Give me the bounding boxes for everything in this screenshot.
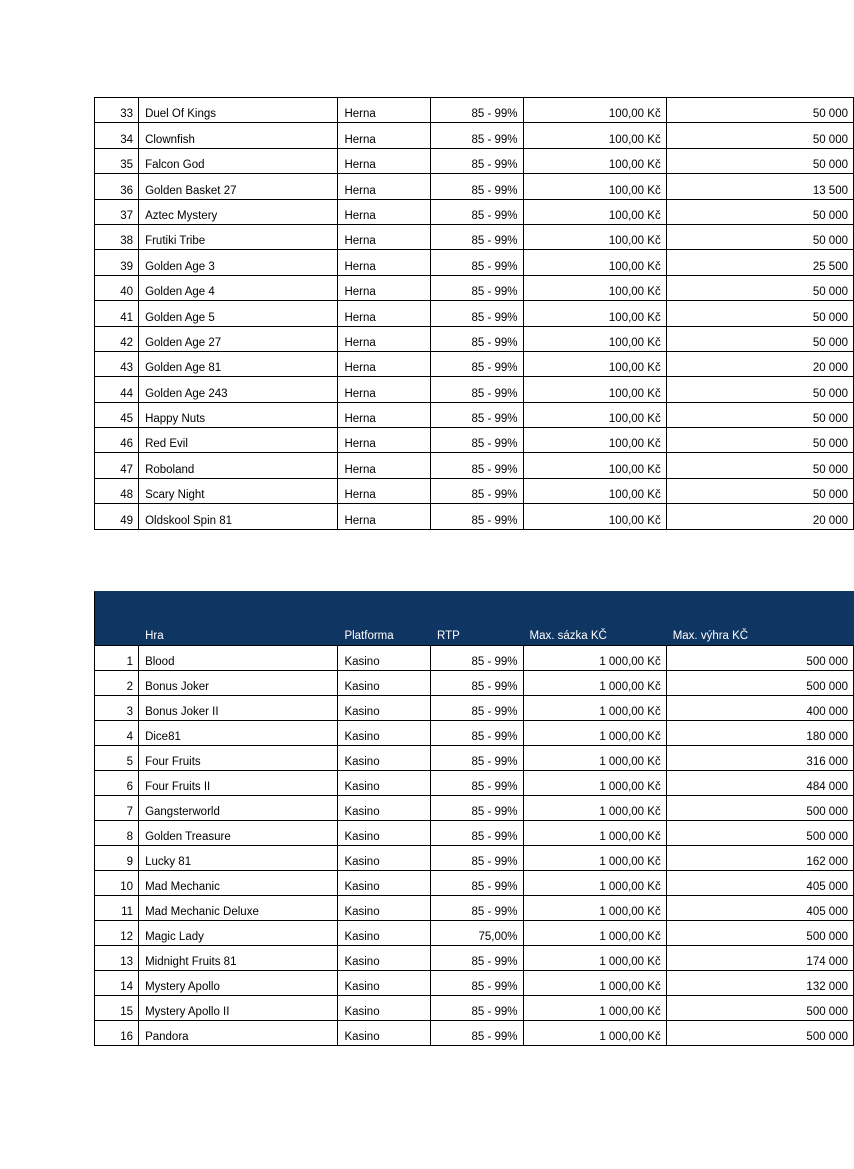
- game-name-cell: Clownfish: [139, 123, 338, 148]
- max-win-cell: 50 000: [666, 402, 853, 427]
- row-number-cell: 10: [95, 871, 139, 896]
- game-name-cell: Frutiki Tribe: [139, 224, 338, 249]
- max-bet-cell: 1 000,00 Kč: [523, 946, 666, 971]
- rtp-cell: 85 - 99%: [430, 1021, 523, 1046]
- max-bet-cell: 100,00 Kč: [523, 428, 666, 453]
- platform-cell: Herna: [338, 98, 431, 123]
- table-row: [95, 275, 854, 300]
- max-bet-cell: 1 000,00 Kč: [523, 746, 666, 771]
- platform-cell: Herna: [338, 351, 431, 376]
- row-number-cell: 2: [95, 671, 139, 696]
- game-name-cell: Pandora: [139, 1021, 338, 1046]
- table-row: [95, 250, 854, 275]
- table-row: [95, 921, 854, 946]
- max-bet-cell: 1 000,00 Kč: [523, 646, 666, 671]
- max-win-cell: 50 000: [666, 377, 853, 402]
- row-number-cell: 43: [95, 351, 139, 376]
- row-number-cell: 9: [95, 846, 139, 871]
- row-number-cell: 48: [95, 478, 139, 503]
- max-bet-cell: 1 000,00 Kč: [523, 821, 666, 846]
- table-body: [95, 98, 854, 530]
- platform-cell: Herna: [338, 453, 431, 478]
- platform-cell: Herna: [338, 504, 431, 529]
- row-number-cell: 38: [95, 224, 139, 249]
- platform-cell: Kasino: [338, 746, 431, 771]
- game-name-cell: Bonus Joker: [139, 671, 338, 696]
- table-row: [95, 871, 854, 896]
- max-bet-cell: 1 000,00 Kč: [523, 671, 666, 696]
- max-bet-cell: 100,00 Kč: [523, 148, 666, 173]
- game-name-cell: Golden Age 81: [139, 351, 338, 376]
- table-row: [95, 821, 854, 846]
- platform-cell: Kasino: [338, 696, 431, 721]
- game-name-cell: Aztec Mystery: [139, 199, 338, 224]
- max-win-cell: 405 000: [666, 896, 853, 921]
- game-name-cell: Falcon God: [139, 148, 338, 173]
- rtp-cell: 85 - 99%: [430, 402, 523, 427]
- rtp-cell: 85 - 99%: [430, 98, 523, 123]
- max-win-cell: 50 000: [666, 224, 853, 249]
- table-row: [95, 1021, 854, 1046]
- max-win-cell: 500 000: [666, 1021, 853, 1046]
- rtp-cell: 85 - 99%: [430, 896, 523, 921]
- rtp-cell: 85 - 99%: [430, 326, 523, 351]
- max-bet-cell: 1 000,00 Kč: [523, 871, 666, 896]
- game-name-cell: Mystery Apollo: [139, 971, 338, 996]
- row-number-cell: 40: [95, 275, 139, 300]
- row-number-cell: 37: [95, 199, 139, 224]
- rtp-cell: 85 - 99%: [430, 377, 523, 402]
- game-name-cell: Scary Night: [139, 478, 338, 503]
- table-body: [95, 646, 854, 1046]
- max-win-cell: 50 000: [666, 478, 853, 503]
- platform-cell: Herna: [338, 174, 431, 199]
- rtp-cell: 85 - 99%: [430, 721, 523, 746]
- rtp-cell: 85 - 99%: [430, 174, 523, 199]
- max-bet-cell: 100,00 Kč: [523, 351, 666, 376]
- game-name-cell: Golden Basket 27: [139, 174, 338, 199]
- max-win-cell: 20 000: [666, 351, 853, 376]
- game-name-cell: Golden Age 243: [139, 377, 338, 402]
- max-win-cell: 25 500: [666, 250, 853, 275]
- row-number-cell: 13: [95, 946, 139, 971]
- max-win-cell: 500 000: [666, 671, 853, 696]
- max-bet-cell: 100,00 Kč: [523, 224, 666, 249]
- platform-cell: Kasino: [338, 771, 431, 796]
- platform-cell: Kasino: [338, 971, 431, 996]
- max-bet-cell: 1 000,00 Kč: [523, 996, 666, 1021]
- platform-cell: Kasino: [338, 896, 431, 921]
- row-number-cell: 4: [95, 721, 139, 746]
- platform-cell: Herna: [338, 326, 431, 351]
- platform-cell: Kasino: [338, 796, 431, 821]
- rtp-cell: 85 - 99%: [430, 846, 523, 871]
- rtp-cell: 85 - 99%: [430, 971, 523, 996]
- max-win-cell: 316 000: [666, 746, 853, 771]
- max-bet-cell: 1 000,00 Kč: [523, 1021, 666, 1046]
- rtp-cell: 85 - 99%: [430, 275, 523, 300]
- rtp-cell: 85 - 99%: [430, 871, 523, 896]
- table-row: [95, 98, 854, 123]
- row-number-cell: 49: [95, 504, 139, 529]
- platform-cell: Herna: [338, 402, 431, 427]
- rtp-cell: 85 - 99%: [430, 821, 523, 846]
- max-bet-cell: 1 000,00 Kč: [523, 796, 666, 821]
- platform-cell: Herna: [338, 428, 431, 453]
- max-bet-cell: 100,00 Kč: [523, 250, 666, 275]
- row-number-cell: 6: [95, 771, 139, 796]
- rtp-cell: 85 - 99%: [430, 148, 523, 173]
- rtp-cell: 85 - 99%: [430, 123, 523, 148]
- max-bet-cell: 100,00 Kč: [523, 377, 666, 402]
- rtp-cell: 85 - 99%: [430, 671, 523, 696]
- row-number-cell: 42: [95, 326, 139, 351]
- table-row: [95, 896, 854, 921]
- rtp-cell: 85 - 99%: [430, 351, 523, 376]
- table-row: [95, 148, 854, 173]
- rtp-cell: 75,00%: [430, 921, 523, 946]
- table-row: [95, 199, 854, 224]
- max-win-cell: 50 000: [666, 453, 853, 478]
- platform-cell: Kasino: [338, 846, 431, 871]
- table-row: [95, 478, 854, 503]
- header-index: [95, 592, 139, 646]
- max-win-cell: 500 000: [666, 996, 853, 1021]
- table-row: [95, 746, 854, 771]
- platform-cell: Kasino: [338, 996, 431, 1021]
- platform-cell: Herna: [338, 148, 431, 173]
- game-name-cell: Golden Age 3: [139, 250, 338, 275]
- table-row: [95, 846, 854, 871]
- game-name-cell: Four Fruits II: [139, 771, 338, 796]
- platform-cell: Herna: [338, 224, 431, 249]
- max-win-cell: 13 500: [666, 174, 853, 199]
- platform-cell: Herna: [338, 478, 431, 503]
- rtp-cell: 85 - 99%: [430, 696, 523, 721]
- game-name-cell: Blood: [139, 646, 338, 671]
- max-win-cell: 500 000: [666, 921, 853, 946]
- game-name-cell: Duel Of Kings: [139, 98, 338, 123]
- game-name-cell: Mad Mechanic Deluxe: [139, 896, 338, 921]
- row-number-cell: 45: [95, 402, 139, 427]
- rtp-cell: 85 - 99%: [430, 199, 523, 224]
- table-row: [95, 796, 854, 821]
- max-bet-cell: 100,00 Kč: [523, 326, 666, 351]
- table-row: [95, 671, 854, 696]
- max-bet-cell: 1 000,00 Kč: [523, 921, 666, 946]
- max-win-cell: 132 000: [666, 971, 853, 996]
- rtp-cell: 85 - 99%: [430, 646, 523, 671]
- rtp-cell: 85 - 99%: [430, 224, 523, 249]
- game-name-cell: Golden Age 5: [139, 301, 338, 326]
- max-bet-cell: 100,00 Kč: [523, 199, 666, 224]
- table-row: [95, 351, 854, 376]
- platform-cell: Kasino: [338, 821, 431, 846]
- table-row: [95, 377, 854, 402]
- max-win-cell: 50 000: [666, 301, 853, 326]
- table-row: [95, 301, 854, 326]
- row-number-cell: 11: [95, 896, 139, 921]
- game-name-cell: Roboland: [139, 453, 338, 478]
- game-name-cell: Midnight Fruits 81: [139, 946, 338, 971]
- row-number-cell: 41: [95, 301, 139, 326]
- rtp-cell: 85 - 99%: [430, 504, 523, 529]
- game-name-cell: Red Evil: [139, 428, 338, 453]
- max-win-cell: 500 000: [666, 646, 853, 671]
- game-name-cell: Mystery Apollo II: [139, 996, 338, 1021]
- table-row: [95, 123, 854, 148]
- max-bet-cell: 100,00 Kč: [523, 478, 666, 503]
- header-game: Hra: [139, 592, 338, 646]
- header-max-bet: Max. sázka KČ: [523, 592, 666, 646]
- max-bet-cell: 1 000,00 Kč: [523, 771, 666, 796]
- max-win-cell: 400 000: [666, 696, 853, 721]
- table-row: [95, 402, 854, 427]
- max-bet-cell: 1 000,00 Kč: [523, 721, 666, 746]
- header-platform: Platforma: [338, 592, 431, 646]
- platform-cell: Herna: [338, 275, 431, 300]
- table-row: [95, 326, 854, 351]
- row-number-cell: 34: [95, 123, 139, 148]
- max-win-cell: 484 000: [666, 771, 853, 796]
- platform-cell: Herna: [338, 250, 431, 275]
- rtp-cell: 85 - 99%: [430, 428, 523, 453]
- table-row: [95, 174, 854, 199]
- max-win-cell: 50 000: [666, 275, 853, 300]
- game-name-cell: Magic Lady: [139, 921, 338, 946]
- rtp-cell: 85 - 99%: [430, 250, 523, 275]
- row-number-cell: 14: [95, 971, 139, 996]
- games-table-kasino: [94, 591, 854, 1046]
- max-bet-cell: 1 000,00 Kč: [523, 846, 666, 871]
- max-bet-cell: 100,00 Kč: [523, 123, 666, 148]
- max-win-cell: 50 000: [666, 148, 853, 173]
- rtp-cell: 85 - 99%: [430, 946, 523, 971]
- game-name-cell: Lucky 81: [139, 846, 338, 871]
- rtp-cell: 85 - 99%: [430, 996, 523, 1021]
- row-number-cell: 7: [95, 796, 139, 821]
- row-number-cell: 33: [95, 98, 139, 123]
- game-name-cell: Golden Age 4: [139, 275, 338, 300]
- max-bet-cell: 100,00 Kč: [523, 453, 666, 478]
- platform-cell: Kasino: [338, 721, 431, 746]
- max-win-cell: 50 000: [666, 199, 853, 224]
- max-win-cell: 162 000: [666, 846, 853, 871]
- platform-cell: Kasino: [338, 921, 431, 946]
- row-number-cell: 5: [95, 746, 139, 771]
- platform-cell: Kasino: [338, 946, 431, 971]
- table-row: [95, 646, 854, 671]
- max-bet-cell: 100,00 Kč: [523, 275, 666, 300]
- game-name-cell: Gangsterworld: [139, 796, 338, 821]
- max-bet-cell: 100,00 Kč: [523, 174, 666, 199]
- max-win-cell: 50 000: [666, 98, 853, 123]
- table-row: [95, 696, 854, 721]
- rtp-cell: 85 - 99%: [430, 796, 523, 821]
- row-number-cell: 12: [95, 921, 139, 946]
- game-name-cell: Mad Mechanic: [139, 871, 338, 896]
- header-rtp: RTP: [430, 592, 523, 646]
- platform-cell: Kasino: [338, 871, 431, 896]
- row-number-cell: 35: [95, 148, 139, 173]
- platform-cell: Herna: [338, 123, 431, 148]
- game-name-cell: Bonus Joker II: [139, 696, 338, 721]
- table-row: [95, 996, 854, 1021]
- max-win-cell: 20 000: [666, 504, 853, 529]
- table-row: [95, 504, 854, 529]
- row-number-cell: 36: [95, 174, 139, 199]
- game-name-cell: Happy Nuts: [139, 402, 338, 427]
- header-max-win: Max. výhra KČ: [666, 592, 853, 646]
- game-name-cell: Golden Treasure: [139, 821, 338, 846]
- max-bet-cell: 100,00 Kč: [523, 301, 666, 326]
- platform-cell: Kasino: [338, 1021, 431, 1046]
- row-number-cell: 46: [95, 428, 139, 453]
- max-win-cell: 405 000: [666, 871, 853, 896]
- platform-cell: Kasino: [338, 646, 431, 671]
- row-number-cell: 15: [95, 996, 139, 1021]
- game-name-cell: Oldskool Spin 81: [139, 504, 338, 529]
- max-win-cell: 500 000: [666, 796, 853, 821]
- table-row: [95, 224, 854, 249]
- table-row: [95, 771, 854, 796]
- max-bet-cell: 1 000,00 Kč: [523, 971, 666, 996]
- max-bet-cell: 100,00 Kč: [523, 98, 666, 123]
- table-row: [95, 428, 854, 453]
- row-number-cell: 44: [95, 377, 139, 402]
- table-row: [95, 946, 854, 971]
- max-win-cell: 500 000: [666, 821, 853, 846]
- platform-cell: Herna: [338, 377, 431, 402]
- row-number-cell: 1: [95, 646, 139, 671]
- max-win-cell: 50 000: [666, 428, 853, 453]
- platform-cell: Herna: [338, 301, 431, 326]
- table-row: [95, 721, 854, 746]
- row-number-cell: 39: [95, 250, 139, 275]
- rtp-cell: 85 - 99%: [430, 301, 523, 326]
- game-name-cell: Four Fruits: [139, 746, 338, 771]
- row-number-cell: 8: [95, 821, 139, 846]
- max-bet-cell: 100,00 Kč: [523, 402, 666, 427]
- max-bet-cell: 1 000,00 Kč: [523, 696, 666, 721]
- table-header-row: [95, 592, 854, 646]
- row-number-cell: 16: [95, 1021, 139, 1046]
- rtp-cell: 85 - 99%: [430, 453, 523, 478]
- max-win-cell: 174 000: [666, 946, 853, 971]
- rtp-cell: 85 - 99%: [430, 746, 523, 771]
- platform-cell: Kasino: [338, 671, 431, 696]
- game-name-cell: Golden Age 27: [139, 326, 338, 351]
- game-name-cell: Dice81: [139, 721, 338, 746]
- max-win-cell: 50 000: [666, 326, 853, 351]
- max-win-cell: 180 000: [666, 721, 853, 746]
- max-bet-cell: 1 000,00 Kč: [523, 896, 666, 921]
- games-table-herna: [94, 97, 854, 530]
- rtp-cell: 85 - 99%: [430, 478, 523, 503]
- table-row: [95, 971, 854, 996]
- rtp-cell: 85 - 99%: [430, 771, 523, 796]
- row-number-cell: 47: [95, 453, 139, 478]
- table-row: [95, 453, 854, 478]
- row-number-cell: 3: [95, 696, 139, 721]
- max-bet-cell: 100,00 Kč: [523, 504, 666, 529]
- platform-cell: Herna: [338, 199, 431, 224]
- max-win-cell: 50 000: [666, 123, 853, 148]
